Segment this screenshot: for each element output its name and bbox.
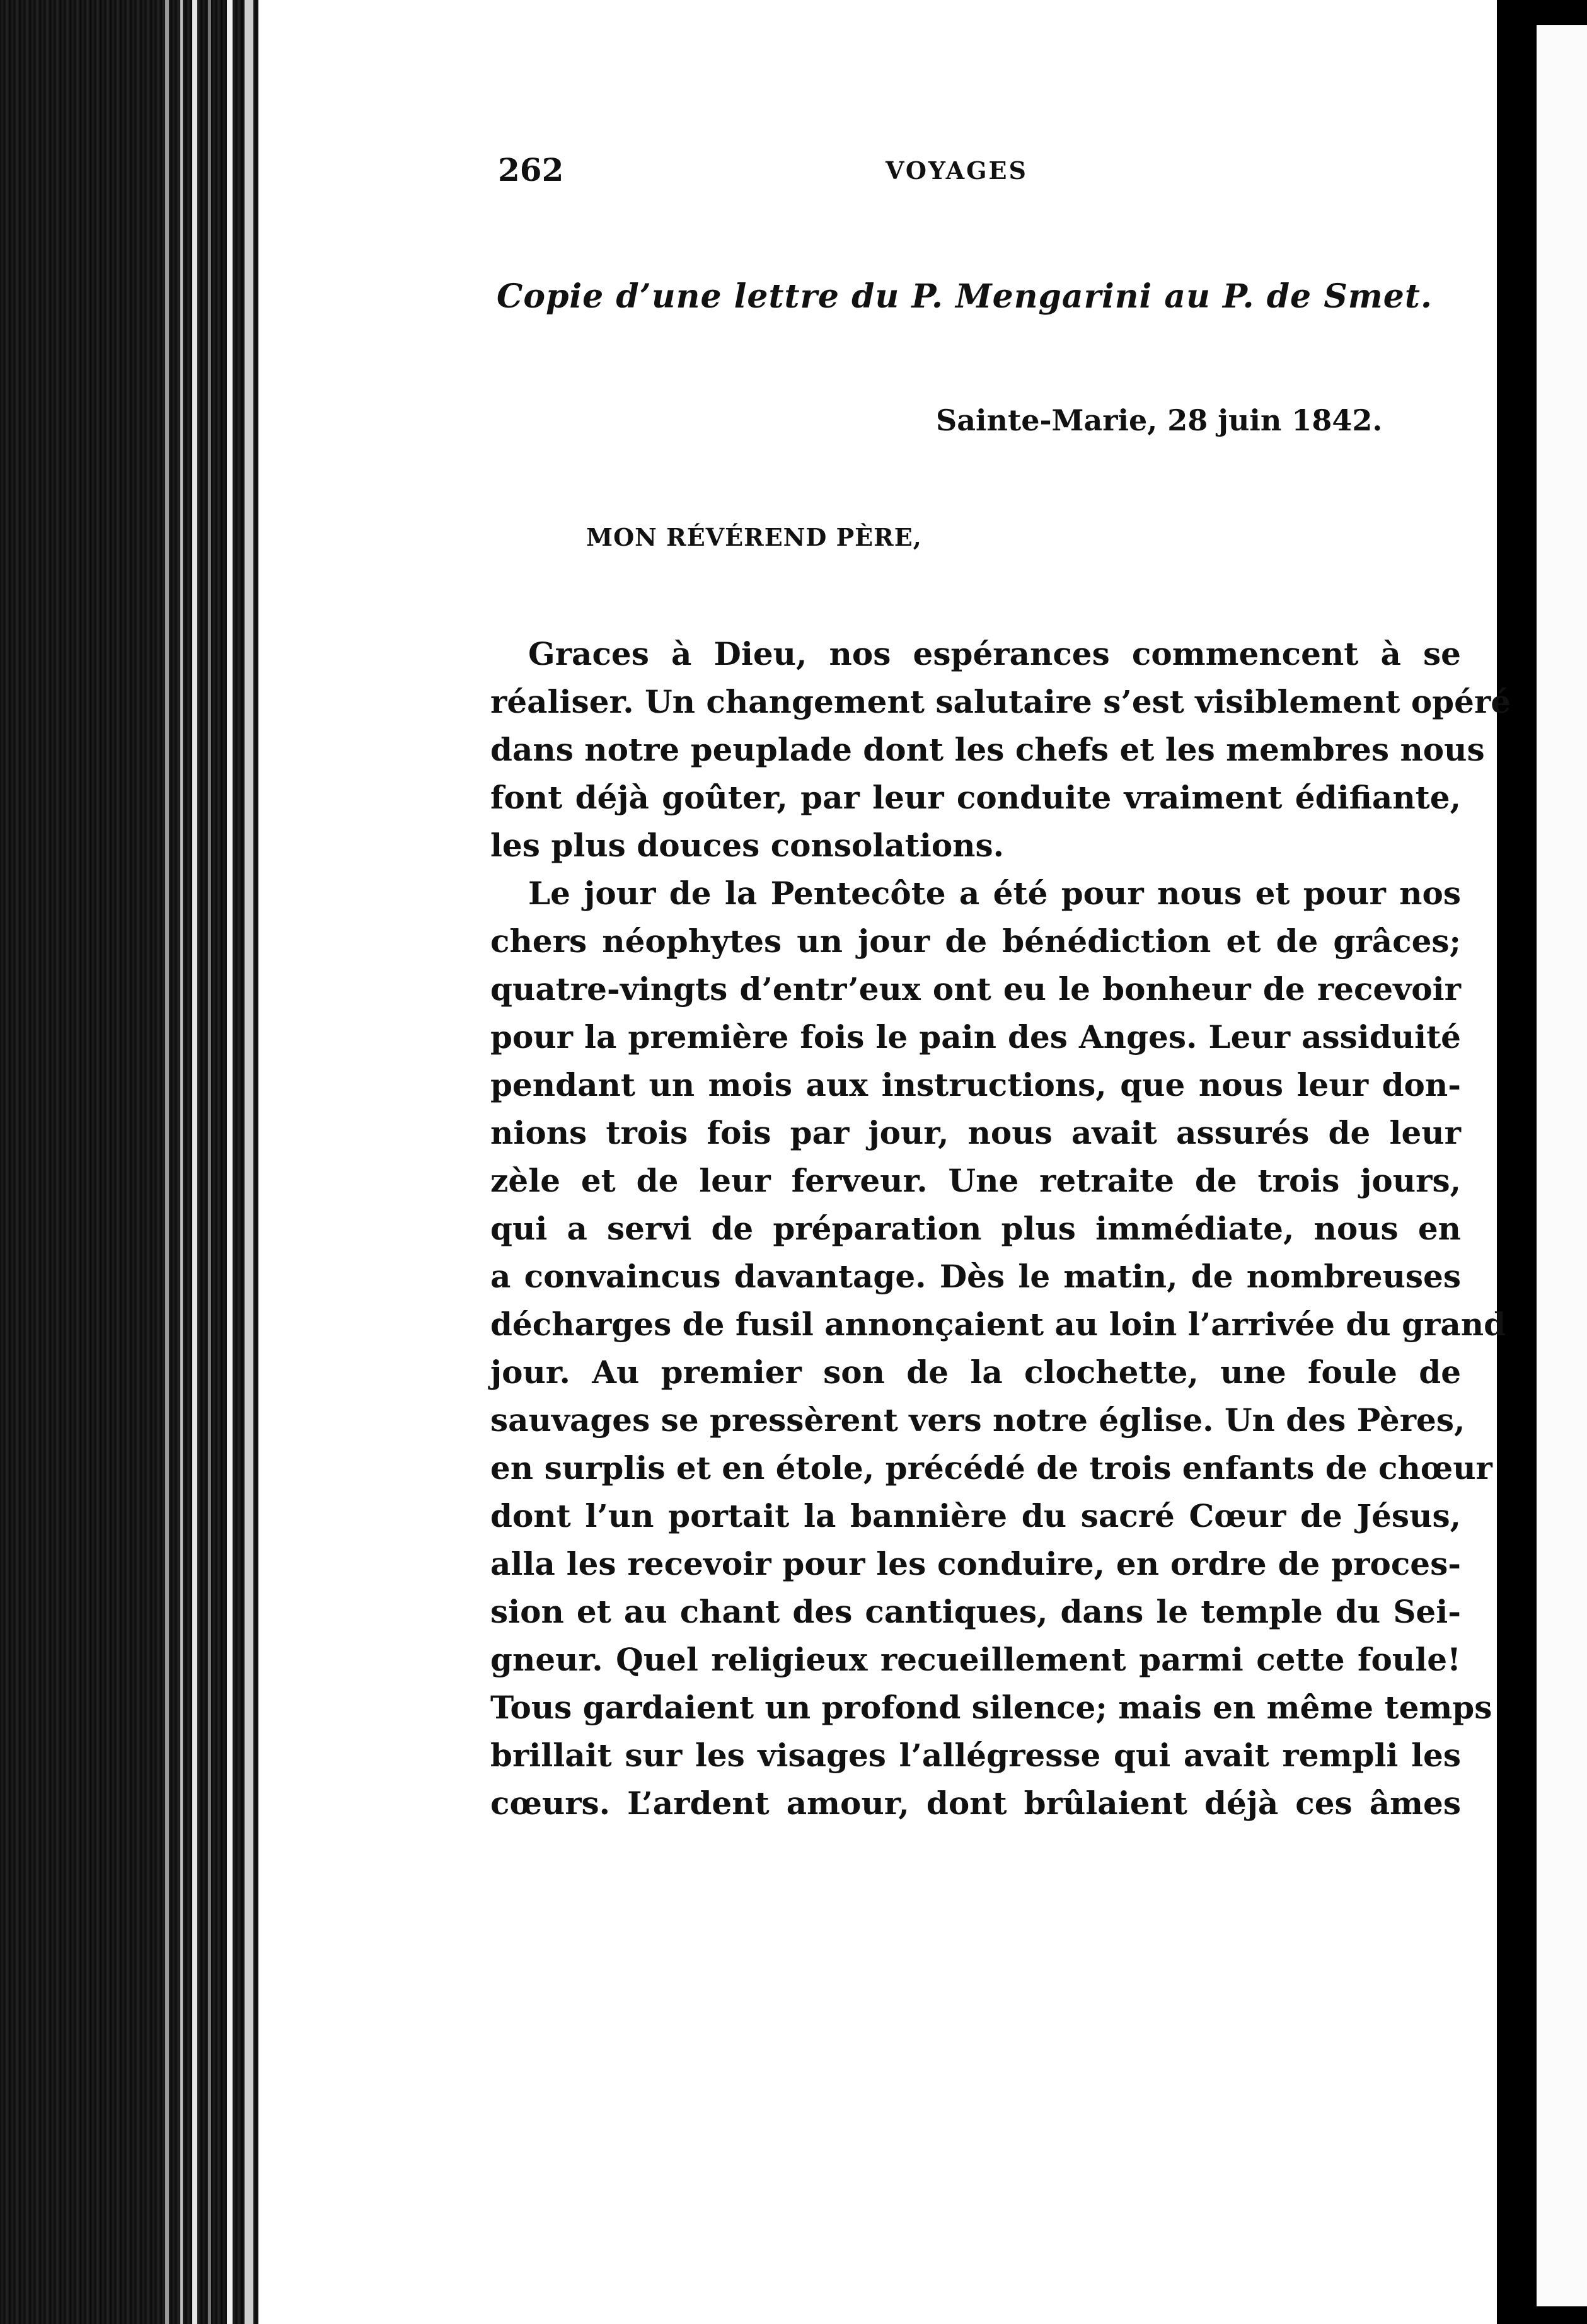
text-line: Le jour de la Pentecôte a été pour nous et pour nos — [528, 875, 1461, 912]
text-line: pour la première fois le pain des Anges. Leur assiduité — [490, 1018, 1461, 1056]
text-line: décharges de fusil annonçaient au loin l’arrivée du grand — [490, 1306, 1506, 1343]
page-edge-stripe — [180, 0, 183, 2324]
text-line: les plus douces consolations. — [490, 827, 1005, 864]
page-edge-stripe — [165, 0, 169, 2324]
book-spine-edge — [0, 0, 258, 2324]
page-edge-stripe — [192, 0, 197, 2324]
text-line: alla les recevoir pour les conduire, en ordre de proces- — [490, 1545, 1461, 1582]
text-line: cœurs. L’ardent amour, dont brûlaient déjà ces âmes — [490, 1785, 1461, 1822]
book-page — [258, 0, 1511, 2324]
text-line: gneur. Quel religieux recueillement parmi cette foule! — [490, 1641, 1461, 1678]
text-line: font déjà goûter, par leur conduite vraiment édifiante, — [490, 779, 1461, 816]
text-line: brillait sur les visages l’allégresse qui avait rempli les — [490, 1737, 1461, 1774]
text-line: réaliser. Un changement salutaire s’est visiblement opéré — [490, 683, 1511, 720]
text-line: Tous gardaient un profond silence; mais en même temps — [490, 1689, 1492, 1726]
text-line: a convaincus davantage. Dès le matin, de nombreuses — [490, 1258, 1461, 1295]
page-edge-stripe — [245, 0, 253, 2324]
letter-dateline: Sainte-Marie, 28 juin 1842. — [936, 403, 1383, 437]
page-edge-stripe — [208, 0, 211, 2324]
page-number: 262 — [498, 151, 564, 188]
text-line: quatre-vingts d’entr’eux ont eu le bonheur de recevoir — [490, 970, 1461, 1008]
text-line: chers néophytes un jour de bénédiction et de grâces; — [490, 923, 1461, 960]
text-line: zèle et de leur ferveur. Une retraite de trois jours, — [490, 1162, 1461, 1199]
text-line: Graces à Dieu, nos espérances commencent à se — [528, 635, 1461, 672]
letter-body — [490, 630, 1511, 1827]
page-header — [258, 151, 1497, 195]
text-line: dans notre peuplade dont les chefs et les membres nous — [490, 731, 1485, 768]
facing-page-edge — [1537, 25, 1587, 2306]
text-line: pendant un mois aux instructions, que nous leur don- — [490, 1066, 1461, 1103]
text-line: qui a servi de préparation plus immédiate, nous en — [490, 1210, 1461, 1247]
text-line: sauvages se pressèrent vers notre église. Un des Pères, — [490, 1401, 1465, 1439]
page-edge-stripe — [227, 0, 233, 2324]
text-line: sion et au chant des cantiques, dans le temple du Sei- — [490, 1593, 1461, 1630]
text-line: jour. Au premier son de la clochette, une foule de — [490, 1354, 1461, 1391]
letter-title: Copie d’une lettre du P. Mengarini au P. de Smet. — [497, 277, 1433, 316]
running-title: VOYAGES — [886, 156, 1028, 185]
text-line: en surplis et en étole, précédé de trois enfants de chœur — [490, 1449, 1492, 1487]
text-line: nions trois fois par jour, nous avait assurés de leur — [490, 1114, 1461, 1151]
letter-salutation: MON RÉVÉREND PÈRE, — [586, 523, 922, 551]
text-line: dont l’un portait la bannière du sacré Cœur de Jésus, — [490, 1497, 1461, 1534]
